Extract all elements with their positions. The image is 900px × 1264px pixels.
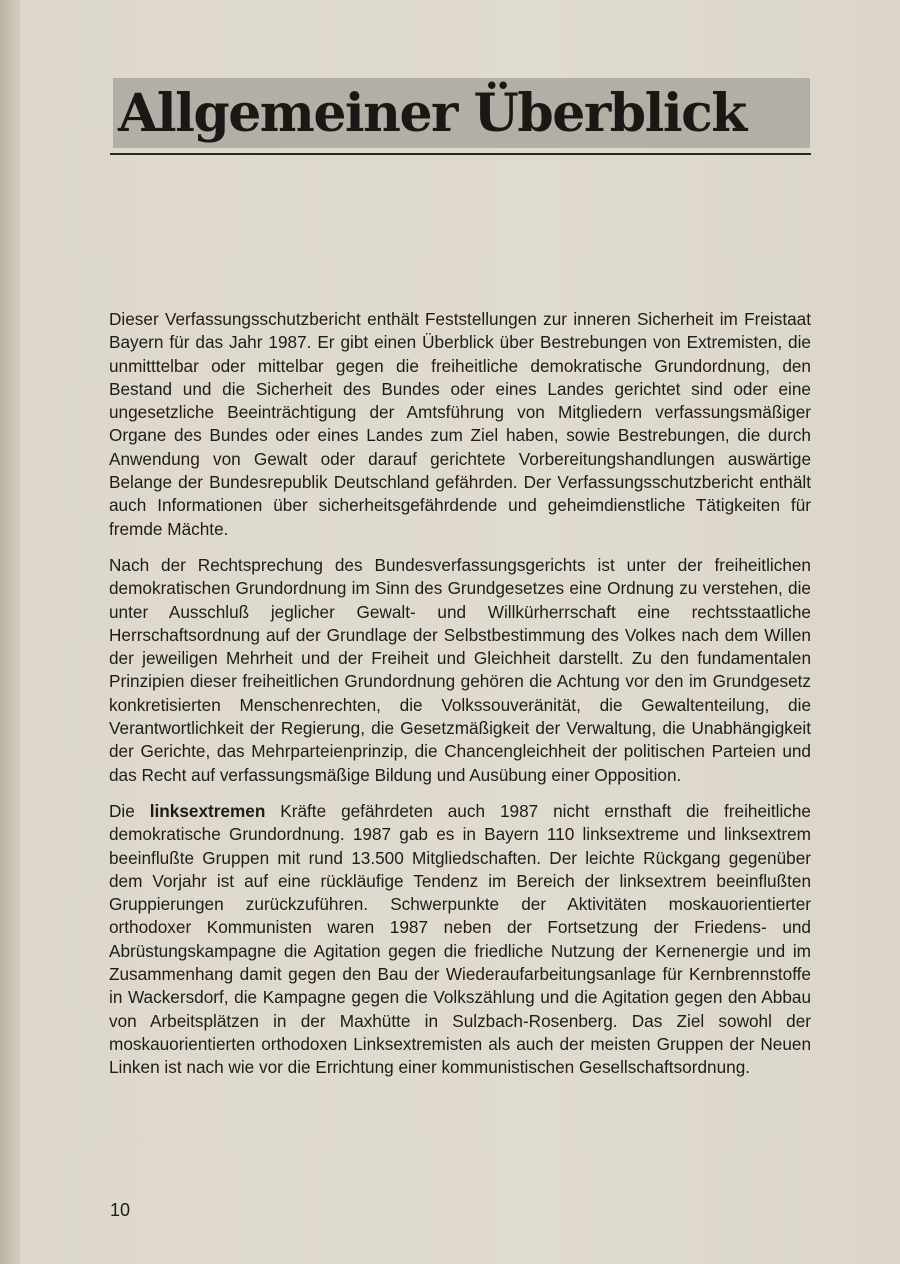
paragraph-intro: Dieser Verfassungsschutzbericht enthält Feststellungen zur inneren Sicherheit im Freistaat Bayern für das Jahr 1987. Er gibt einen Überblick über Bestrebungen von Extremisten, die unmitttelbar oder mittelbar gegen die freiheitliche demokratische Grundordnung, den Bestand und die Sicherheit des Bundes oder eines Landes gerichtet sind oder eine ungesetzliche Beeinträchtigung der Amtsführung von Mitgliedern verfassungsmäßiger Organe des Bundes oder eines Landes zum Ziel haben, sowie Bestrebungen, die durch Anwendung von Gewalt oder darauf gerichtete Vorbereitungshandlungen auswärtige Belange der Bundesrepublik Deutschland gefährden. Der Verfassungsschutzbericht enthält auch Informationen über sicherheitsgefährdende und geheimdienstliche Tätigkeiten für fremde Mächte.	[109, 309, 811, 539]
paragraph-grundordnung: Nach der Rechtsprechung des Bundesverfassungsgerichts ist unter der freiheitlichen demokratischen Grundordnung im Sinn des Grundgesetzes eine Ordnung zu verstehen, die unter Ausschluß jeglicher Gewalt- und Willkürherrschaft eine rechtsstaatliche Herrschaftsordnung auf der Grundlage der Selbstbestimmung des Volkes nach dem Willen der jeweiligen Mehrheit und der Freiheit und Gleichheit darstellt. Zu den fundamentalen Prinzipien dieser freiheitlichen Grundordnung gehören die Achtung vor den im Grundgesetz konkretisierten Menschenrechten, die Volkssouveränität, die Gewaltenteilung, die Verantwortlichkeit der Regierung, die Gesetzmäßigkeit der Verwaltung, die Unabhängigkeit der Gerichte, das Mehrparteienprinzip, die Chancengleichheit der politischen Parteien und das Recht auf verfassungsmäßige Bildung und Ausübung einer Opposition.	[109, 554, 811, 785]
emphasis-linksextremen: linksextremen	[149, 800, 266, 821]
page-title: Allgemeiner Überblick	[118, 83, 746, 144]
title-rule	[110, 153, 811, 155]
page-number: 10	[110, 1200, 131, 1220]
paragraph-lead: Die	[109, 800, 150, 821]
body-text	[109, 308, 811, 1093]
page-left-edge	[0, 0, 20, 1264]
paragraph-rest: Kräfte gefährdeten auch 1987 nicht ernsthaft die freiheitliche demokratische Grundordnung. 1987 gab es in Bayern 110 linksextreme und linksextrem beeinflußte Gruppen mit rund 13.500 Mitgliedschaften. Der leichte Rückgang gegenüber dem Vorjahr ist auf eine rückläufige Tendenz im Bereich der linksextrem beeinflußten Gruppierungen zurückzuführen. Schwerpunkte der Aktivitäten moskauorientierter orthodoxer Kommunisten waren 1987 neben der Fortsetzung der Friedens- und Abrüstungskampagne die Agitation gegen die friedliche Nutzung der Kernenergie und im Zusammenhang damit gegen den Bau der Wiederaufarbeitungsanlage für Kernbrennstoffe in Wackersdorf, die Kampagne gegen die Volkszählung und die Agitation gegen den Abbau von Arbeitsplätzen in der Maxhütte in Sulzbach-Rosenberg. Das Ziel sowohl der moskauorientierten orthodoxen Linksextremisten als auch der meisten Gruppen der Neuen Linken ist nach wie vor die Errichtung einer kommunistischen Gesellschaftsordnung.	[109, 800, 811, 1078]
paragraph-linksextremismus	[109, 800, 811, 1080]
